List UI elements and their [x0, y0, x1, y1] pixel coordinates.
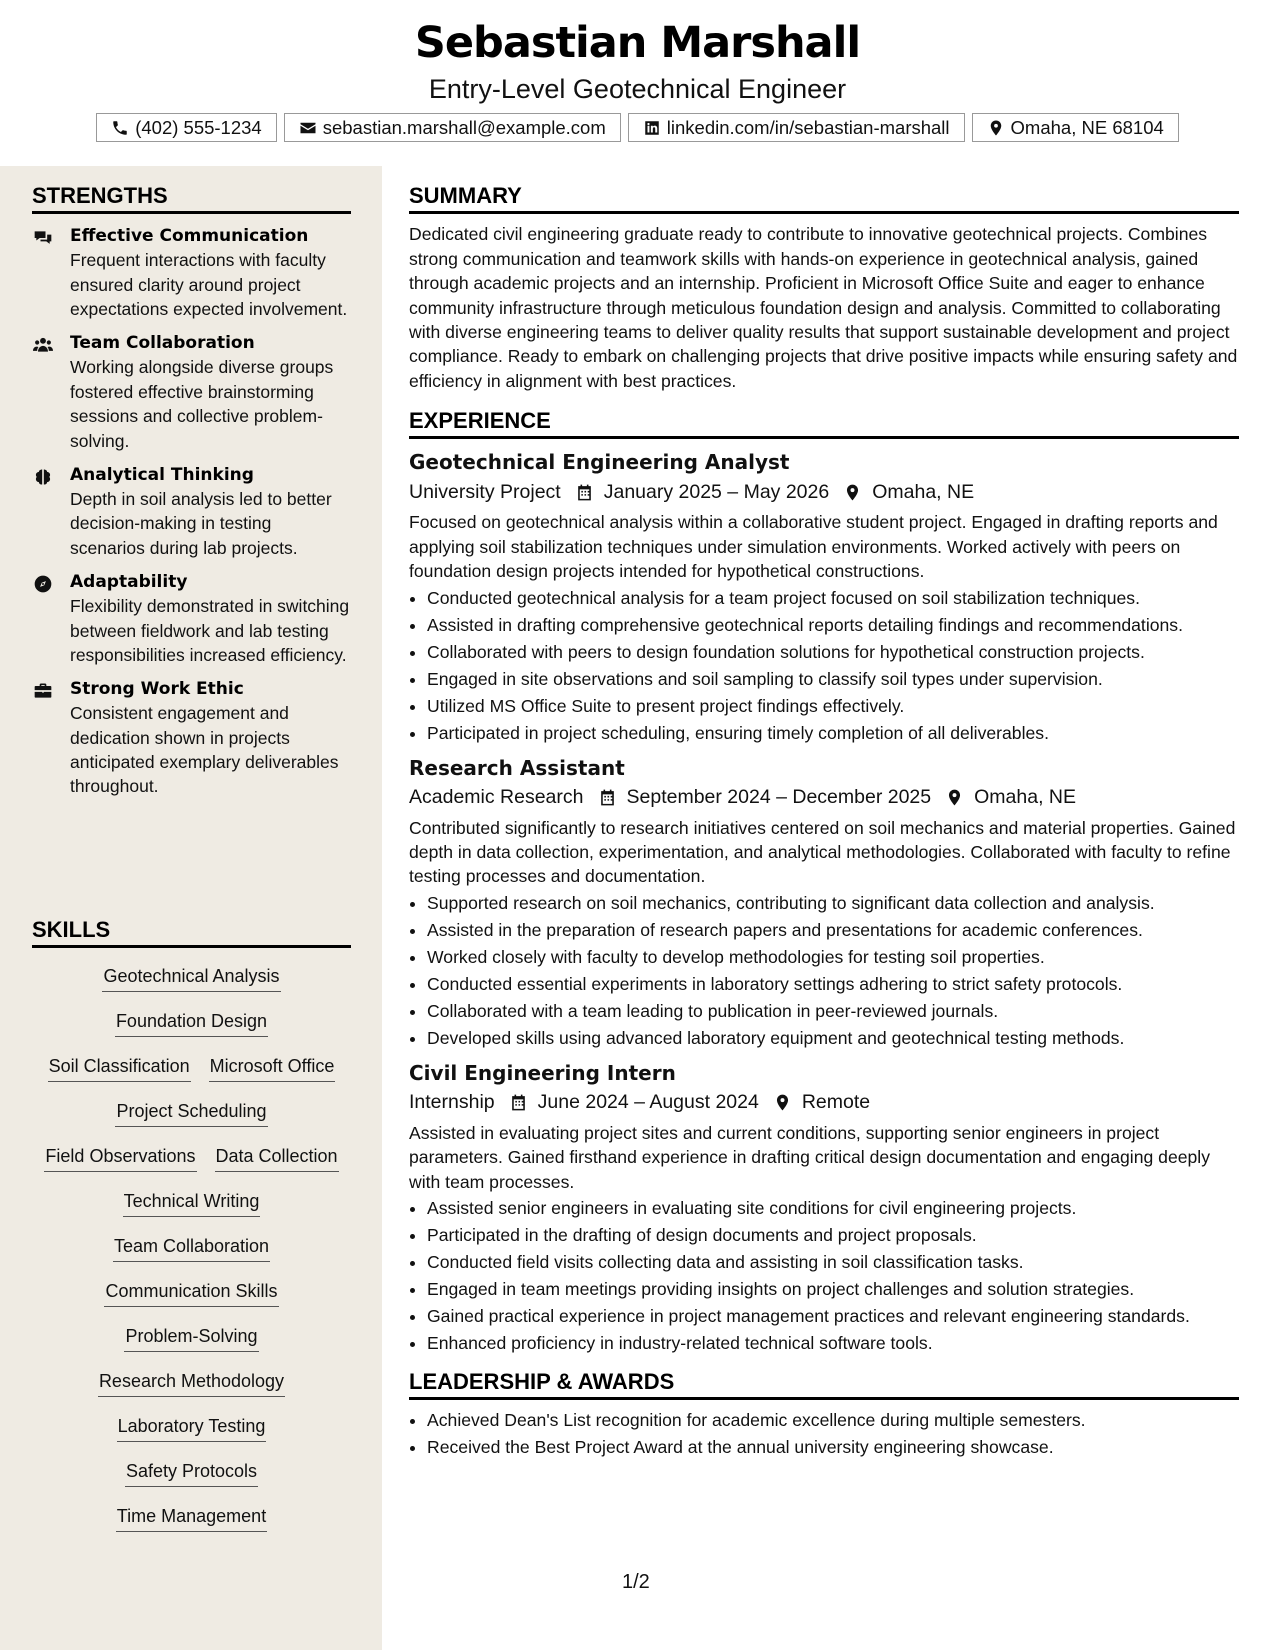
job-org: Academic Research — [409, 786, 584, 809]
skill-tag: Data Collection — [215, 1145, 339, 1172]
job-bullet: • Conducted essential experiments in laboratory settings adhering to strict safety protocols. — [427, 972, 1239, 996]
job-bullet: • Assisted in drafting comprehensive geotechnical reports detailing findings and recommendations. — [427, 613, 1239, 637]
job-description: Focused on geotechnical analysis within a collaborative student project. Engaged in drafting reports and applying soil stabilization techniques under simulation environments. Worked actively with peers on foundation design projects intended for hypothetical constructions. — [409, 512, 1218, 582]
page-number: 1/2 — [622, 1571, 650, 1593]
briefcase-icon — [32, 681, 54, 701]
skill-tag: Foundation Design — [115, 1010, 268, 1037]
job-location: Remote — [801, 1091, 871, 1114]
job-dates: January 2025 – May 2026 — [603, 480, 830, 503]
strengths-heading: STRENGTHS — [32, 183, 351, 214]
summary-heading: SUMMARY — [409, 183, 1239, 214]
summary-section — [409, 183, 1239, 393]
users-icon — [32, 335, 54, 355]
job-bullets — [409, 1196, 1239, 1355]
skill-tag: Time Management — [116, 1505, 267, 1532]
job-dates: September 2024 – December 2025 — [626, 786, 932, 809]
strength-item — [32, 678, 351, 799]
strength-item — [32, 225, 351, 321]
job-entry — [409, 448, 1239, 744]
candidate-title: Entry-Level Geotechnical Engineer — [428, 74, 847, 104]
skills-list — [32, 965, 351, 1550]
job-bullet: • Engaged in site observations and soil sampling to classify soil types under supervision. — [427, 667, 1239, 691]
job-org: University Project — [409, 480, 561, 503]
compass-icon — [32, 574, 54, 594]
job-meta — [409, 1087, 1239, 1119]
job-title: Civil Engineering Intern — [409, 1060, 676, 1085]
calendar-icon — [509, 1093, 528, 1112]
skill-tag: Laboratory Testing — [117, 1415, 267, 1442]
skill-tag: Project Scheduling — [115, 1100, 267, 1127]
strength-title: Team Collaboration — [70, 333, 255, 354]
strengths-section — [32, 183, 351, 799]
strength-item — [32, 571, 351, 667]
job-bullet: • Worked closely with faculty to develop methodologies for testing soil properties. — [427, 945, 1239, 969]
contact-location-text: Omaha, NE 68104 — [1010, 116, 1164, 138]
brain-icon — [32, 467, 54, 487]
job-bullet: • Supported research on soil mechanics, contributing to significant data collection and analysis. — [427, 891, 1239, 915]
job-bullet: • Utilized MS Office Suite to present project findings effectively. — [427, 694, 1239, 718]
job-bullet: • Engaged in team meetings providing insights on project challenges and solution strategies. — [427, 1277, 1239, 1301]
skill-tag: Research Methodology — [98, 1370, 285, 1397]
job-description: Assisted in evaluating project sites and current conditions, supporting senior engineers in project parameters. Gained firsthand experience in drafting critical design documentation and engaging deeply with team processes. — [409, 1122, 1211, 1192]
job-bullet: • Developed skills using advanced laboratory equipment and geotechnical testing methods. — [427, 1026, 1239, 1050]
summary-text: Dedicated civil engineering graduate ready to contribute to innovative geotechnical projects. Combines strong communication and teamwork skills with hands-on experience in geotechnical analysis, gained through academic projects and an internship. Proficient in Microsoft Office Suite and eager to enhance community infrastructure through meticulous foundation design and analysis. Committed to collaborating with diverse engineering teams to deliver quality results that support sustainable development and project compliance. Ready to embark on challenging projects that drive positive impacts while ensuring safety and efficiency in alignment with best practices. — [409, 224, 1238, 391]
map-pin-icon — [773, 1093, 792, 1112]
contact-email-text: sebastian.marshall@example.com — [322, 116, 606, 138]
job-bullet: • Gained practical experience in project management practices and relevant engineering standards. — [427, 1304, 1239, 1328]
strength-description: Working alongside diverse groups fostered effective brainstorming sessions and collective problem-solving. — [70, 357, 334, 451]
skill-tag: Field Observations — [44, 1145, 196, 1172]
job-bullets — [409, 586, 1239, 745]
resume-header — [0, 0, 1275, 166]
job-bullets — [409, 891, 1239, 1050]
job-bullet: • Conducted geotechnical analysis for a team project focused on soil stabilization techniques. — [427, 586, 1239, 610]
skill-tag: Problem-Solving — [124, 1325, 258, 1352]
main-content — [409, 166, 1239, 1462]
contact-linkedin-text: linkedin.com/in/sebastian-marshall — [666, 116, 950, 138]
job-location: Omaha, NE — [872, 480, 975, 503]
skill-tag: Technical Writing — [123, 1190, 261, 1217]
job-dates: June 2024 – August 2024 — [537, 1091, 759, 1114]
contact-linkedin[interactable] — [628, 113, 965, 142]
job-bullet: • Participated in the drafting of design documents and project proposals. — [427, 1223, 1239, 1247]
sidebar — [0, 166, 382, 1650]
job-title: Research Assistant — [409, 755, 625, 780]
job-entry — [409, 1059, 1239, 1355]
skills-heading: SKILLS — [32, 917, 351, 948]
linkedin-icon — [643, 119, 661, 137]
skill-tag: Communication Skills — [104, 1280, 278, 1307]
leadership-bullet: • Received the Best Project Award at the annual university engineering showcase. — [427, 1435, 1239, 1459]
calendar-icon — [575, 483, 594, 502]
skills-section — [32, 917, 351, 1550]
job-location: Omaha, NE — [974, 786, 1076, 809]
skill-tag: Geotechnical Analysis — [102, 965, 280, 992]
job-entry — [409, 754, 1239, 1050]
job-bullet: • Enhanced proficiency in industry-related technical software tools. — [427, 1331, 1239, 1355]
strength-title: Analytical Thinking — [70, 465, 254, 486]
strength-description: Frequent interactions with faculty ensured clarity around project expectations expected involvement. — [70, 250, 348, 320]
envelope-icon — [299, 119, 317, 137]
contact-email[interactable] — [284, 113, 621, 142]
strength-title: Adaptability — [70, 572, 188, 593]
job-description: Contributed significantly to research initiatives centered on soil mechanics and material properties. Gained depth in data collection, experimentation, and analytical methodologies. Collaborated with faculty to refine testing processes and documentation. — [409, 817, 1236, 887]
experience-heading: EXPERIENCE — [409, 408, 1239, 439]
strength-description: Consistent engagement and dedication shown in projects anticipated exemplary deliverables throughout. — [70, 703, 339, 797]
leadership-bullet: • Achieved Dean's List recognition for academic excellence during multiple semesters. — [427, 1408, 1239, 1432]
strength-description: Depth in soil analysis led to better decision-making in testing scenarios during lab projects. — [70, 488, 332, 558]
leadership-heading: LEADERSHIP & AWARDS — [409, 1369, 1239, 1400]
job-bullet: • Assisted in the preparation of research papers and presentations for academic conferences. — [427, 918, 1239, 942]
contact-phone-text: (402) 555-1234 — [135, 116, 262, 138]
map-pin-icon — [945, 788, 964, 807]
skill-tag: Soil Classification — [48, 1055, 191, 1082]
strength-title: Strong Work Ethic — [70, 679, 244, 700]
map-pin-icon — [987, 119, 1005, 137]
job-bullet: • Collaborated with peers to design foundation solutions for hypothetical construction projects. — [427, 640, 1239, 664]
strength-item — [32, 464, 351, 560]
map-pin-icon — [843, 483, 862, 502]
skill-tag: Safety Protocols — [125, 1460, 258, 1487]
leadership-bullets — [409, 1408, 1239, 1459]
job-bullet: • Participated in project scheduling, ensuring timely completion of all deliverables. — [427, 721, 1239, 745]
strength-title: Effective Communication — [70, 226, 309, 247]
job-meta — [409, 476, 1239, 508]
contact-location — [972, 113, 1179, 142]
skill-tag: Team Collaboration — [113, 1235, 270, 1262]
leadership-section — [409, 1369, 1239, 1459]
calendar-icon — [598, 788, 617, 807]
phone-icon — [111, 119, 129, 137]
job-bullet: • Conducted field visits collecting data and assisting in soil classification tasks. — [427, 1250, 1239, 1274]
job-bullet: • Assisted senior engineers in evaluating site conditions for civil engineering projects. — [427, 1196, 1239, 1220]
contact-phone[interactable] — [96, 113, 277, 142]
strength-description: Flexibility demonstrated in switching between fieldwork and lab testing responsibilities increased efficiency. — [70, 596, 350, 665]
job-title: Geotechnical Engineering Analyst — [409, 450, 790, 475]
job-org: Internship — [409, 1091, 495, 1114]
contact-bar — [0, 113, 1275, 142]
job-bullet: • Collaborated with a team leading to publication in peer-reviewed journals. — [427, 999, 1239, 1023]
job-meta — [409, 782, 1239, 814]
strength-item — [32, 332, 351, 453]
experience-section — [409, 408, 1239, 1355]
chat-bubbles-icon — [32, 228, 54, 248]
skill-tag: Microsoft Office — [209, 1055, 336, 1082]
candidate-name: Sebastian Marshall — [414, 18, 861, 68]
